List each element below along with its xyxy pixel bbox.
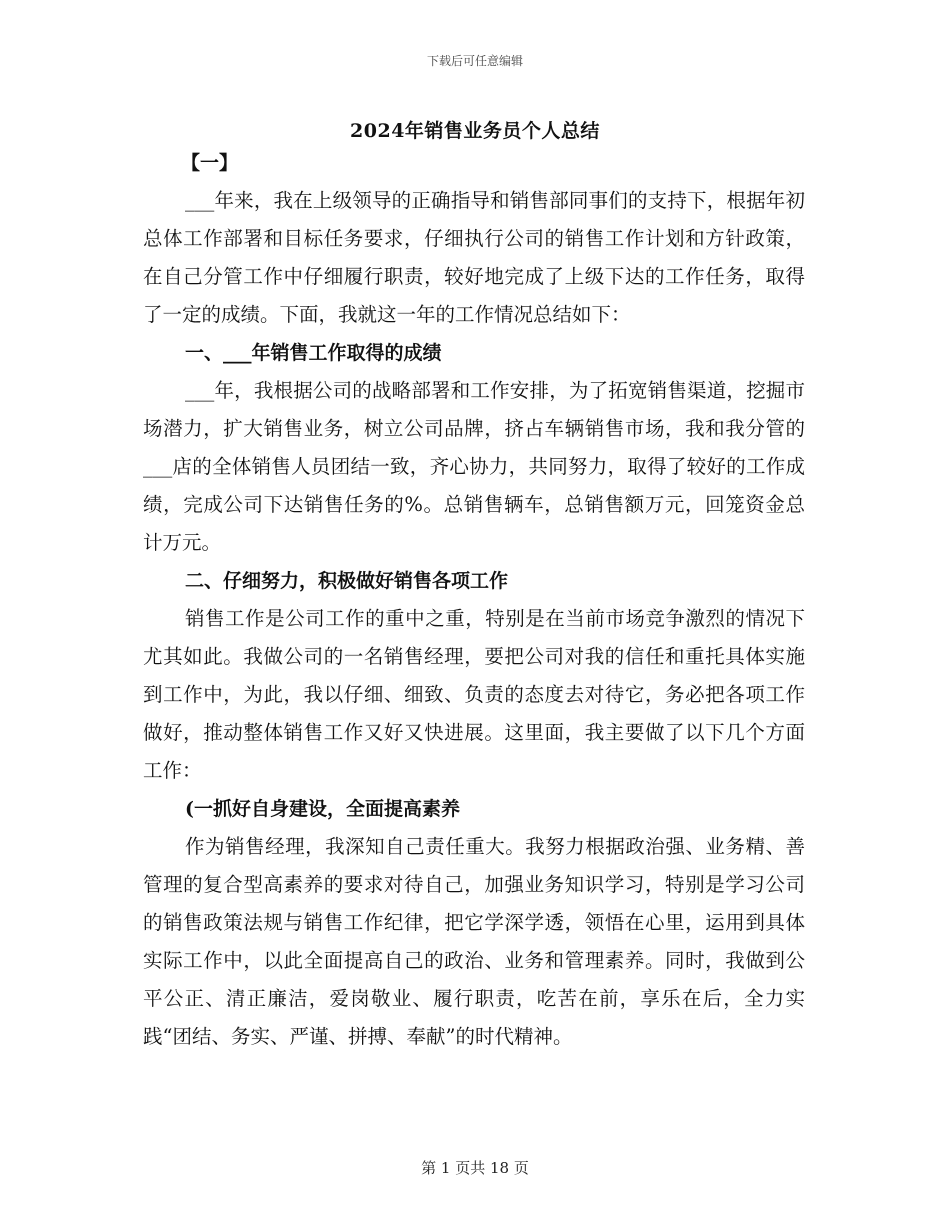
paragraph-self-building: 作为销售经理，我深知自己责任重大。我努力根据政治强、业务精、善管理的复合型高素养的要求对待自己，加强业务知识学习，特别是学习公司的销售政策法规与销售工作纪律，把它学深学透，领悟在心里，运用到具体实际工作中，以此全面提高自己的政治、业务和管理素养。同时，我做到公平公正、清正廉洁，爱岗敬业、履行职责，吃苦在前，享乐在后，全力实践“团结、务实、严谨、拼搏、奉献”的时代精神。 [143,835,805,1048]
paragraph-intro: ___年来，我在上级领导的正确指导和销售部同事们的支持下，根据年初总体工作部署和目标任务要求，仔细执行公司的销售工作计划和方针政策，在自己分管工作中仔细履行职责，较好地完成了上级下达的工作任务，取得了一定的成绩。下面，我就这一年的工作情况总结如下： [143,189,805,326]
page-footer: 第 1 页共 18 页 [421,1159,529,1177]
page-header: 下载后可任意编辑 [426,54,523,68]
paragraph-achievements: ___年，我根据公司的战略部署和工作安排，为了拓宽销售渠道，挖掘市场潜力，扩大销售业务，树立公司品牌，挤占车辆销售市场，我和我分管的___店的全体销售人员团结一致，齐心协力，共同努力，取得了较好的工作成绩，完成公司下达销售任务的%。总销售辆车，总销售额万元，回笼资金总计万元。 [143,379,805,554]
heading-self-building: (一抓好自身建设，全面提高素养 [185,798,460,820]
document-body [143,148,805,1056]
paragraph-sales-work: 销售工作是公司工作的重中之重，特别是在当前市场竞争激烈的情况下尤其如此。我做公司的一名销售经理，要把公司对我的信任和重托具体实施到工作中，为此，我以仔细、细致、负责的态度去对待它，务必把各项工作做好，推动整体销售工作又好又快进展。这里面，我主要做了以下几个方面工作： [143,607,805,782]
document-title: 2024年销售业务员个人总结 [350,120,600,142]
heading-sales-work: 二、仔细努力，积极做好销售各项工作 [185,570,509,592]
section-label: 【一】 [181,152,239,174]
heading-achievements: 一、___年销售工作取得的成绩 [185,342,442,364]
